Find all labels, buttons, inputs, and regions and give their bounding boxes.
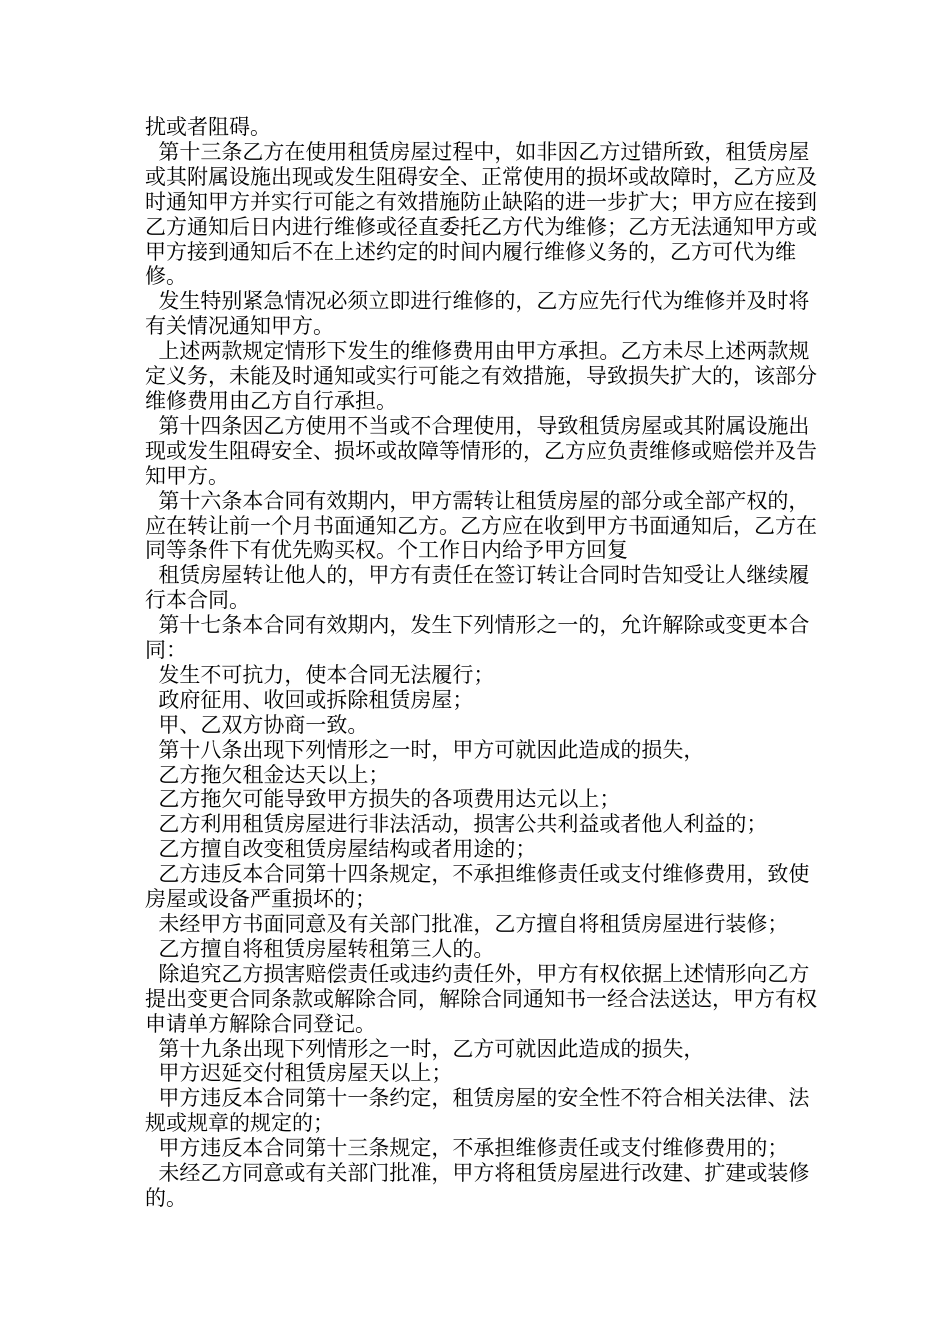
- paragraph: 除追究乙方损害赔偿责任或违约责任外，甲方有权依据上述情形向乙方提出变更合同条款或解除合同，解除合同通知书一经合法送达，甲方有权申请单方解除合同登记。: [145, 961, 817, 1036]
- paragraph-article-18: 第十八条出现下列情形之一时，甲方可就因此造成的损失，: [145, 737, 705, 762]
- list-item: 未经甲方书面同意及有关部门批准，乙方擅自将租赁房屋进行装修；: [145, 912, 789, 936]
- paragraph: 扰或者阻碍。: [145, 115, 271, 139]
- paragraph: 上述两款规定情形下发生的维修费用由甲方承担。乙方未尽上述两款规定义务，未能及时通知或实行可能之有效措施，导致损失扩大的，该部分维修费用由乙方自行承担。: [145, 339, 817, 413]
- list-item: 乙方擅自将租赁房屋转租第三人的。: [145, 936, 495, 961]
- list-item: 乙方违反本合同第十四条规定，不承担维修责任或支付维修费用，致使房屋或设备严重损坏的；: [145, 862, 810, 912]
- list-item: 甲方迟延交付租赁房屋天以上；: [145, 1061, 453, 1086]
- list-item: 乙方利用租赁房屋进行非法活动，损害公共利益或者他人利益的；: [145, 812, 768, 837]
- list-item: 发生不可抗力，使本合同无法履行；: [145, 662, 495, 687]
- paragraph-article-17: 第十七条本合同有效期内，发生下列情形之一的，允许解除或变更本合同：: [145, 613, 810, 663]
- paragraph: 发生特别紧急情况必须立即进行维修的，乙方应先行代为维修并及时将有关情况通知甲方。: [145, 289, 810, 339]
- list-item: 甲、乙双方协商一致。: [145, 712, 369, 737]
- list-item: 未经乙方同意或有关部门批准，甲方将租赁房屋进行改建、扩建或装修的。: [145, 1161, 810, 1210]
- paragraph-article-14: 第十四条因乙方使用不当或不合理使用，导致租赁房屋或其附属设施出现或发生阻碍安全、损坏或故障等情形的，乙方应负责维修或赔偿并及告知甲方。: [145, 413, 817, 488]
- list-item: 甲方违反本合同第十三条规定，不承担维修责任或支付维修费用的；: [145, 1136, 789, 1161]
- paragraph-article-19: 第十九条出现下列情形之一时，乙方可就因此造成的损失，: [145, 1036, 705, 1061]
- list-item: 乙方擅自改变租赁房屋结构或者用途的；: [145, 837, 537, 862]
- list-item: 乙方拖欠租金达天以上；: [145, 762, 390, 787]
- document-body: [145, 115, 825, 1211]
- list-item: 甲方违反本合同第十一条约定，租赁房屋的安全性不符合相关法律、法规或规章的规定的；: [145, 1086, 810, 1136]
- list-item: 乙方拖欠可能导致甲方损失的各项费用达元以上；: [145, 787, 621, 812]
- paragraph-article-16: 第十六条本合同有效期内，甲方需转让租赁房屋的部分或全部产权的，应在转让前一个月书面通知乙方。乙方应在收到甲方书面通知后，乙方在同等条件下有优先购买权。个工作日内给予甲方回复: [145, 488, 817, 563]
- list-item: 政府征用、收回或拆除租赁房屋；: [145, 687, 474, 712]
- paragraph-article-13: 第十三条乙方在使用租赁房屋过程中，如非因乙方过错所致，租赁房屋或其附属设施出现或发生阻碍安全、正常使用的损坏或故障时，乙方应及时通知甲方并实行可能之有效措施防止缺陷的进一步扩大；甲方应在接到乙方通知后日内进行维修或径直委托乙方代为维修；乙方无法通知甲方或甲方接到通知后不在上述约定的时间内履行维修义务的，乙方可代为维修。: [145, 139, 817, 289]
- paragraph: 租赁房屋转让他人的，甲方有责任在签订转让合同时告知受让人继续履行本合同。: [145, 563, 810, 613]
